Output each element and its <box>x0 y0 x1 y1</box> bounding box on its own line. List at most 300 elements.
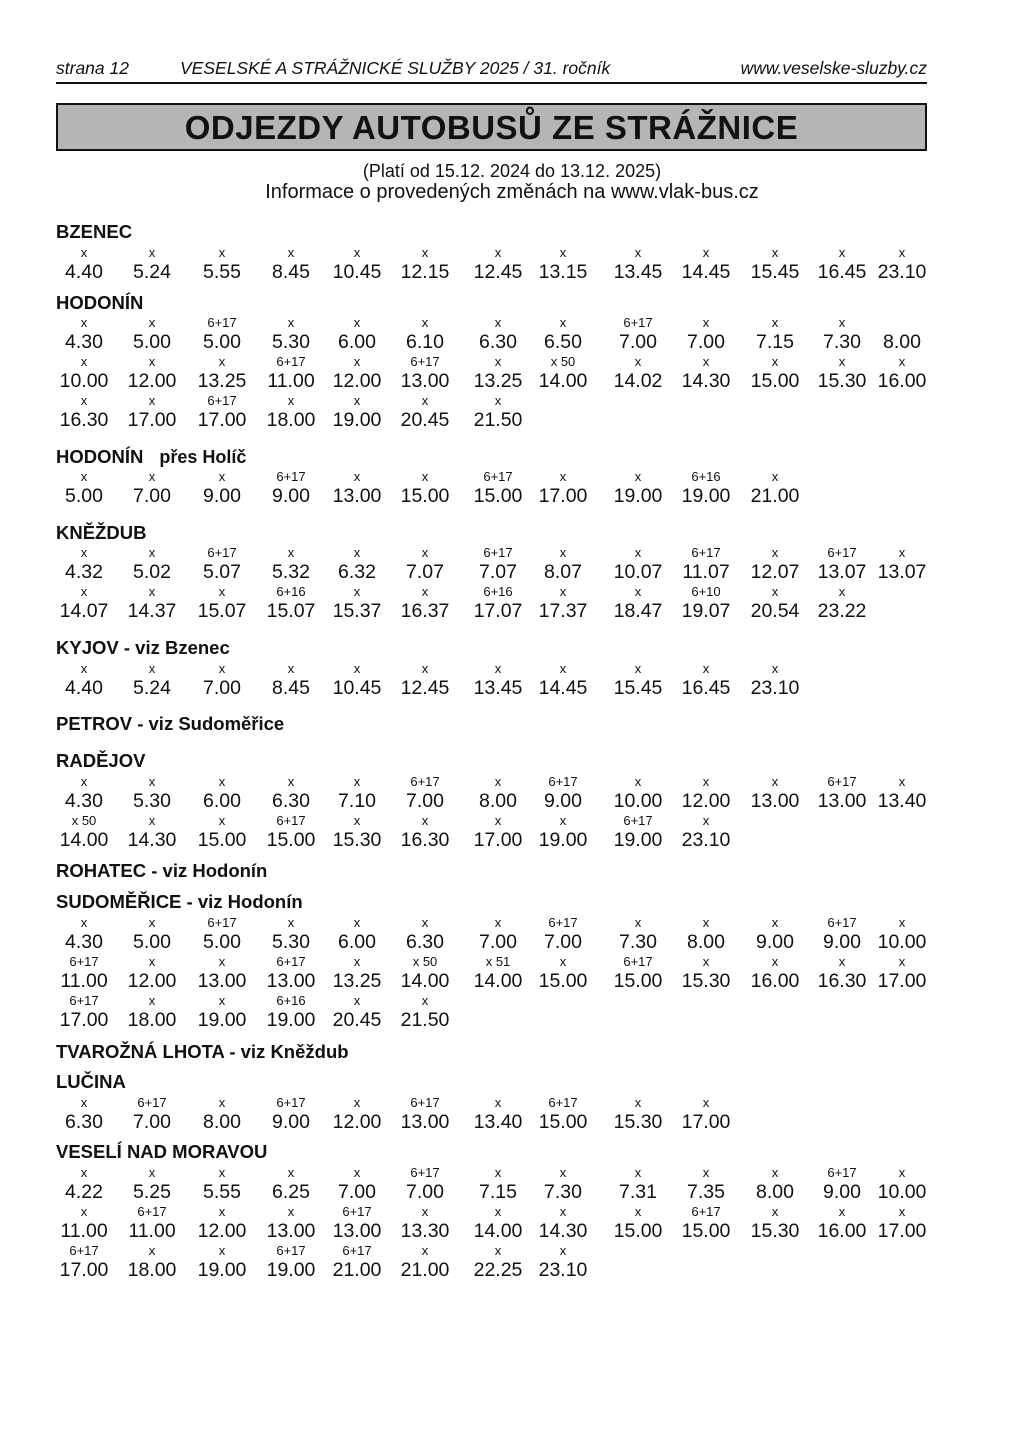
service-note: x <box>421 545 429 560</box>
service-note: x <box>287 915 295 930</box>
section-name: HODONÍN <box>56 292 144 313</box>
service-note: x <box>634 774 642 789</box>
departure-time: 5.55 <box>203 261 241 283</box>
page-title: ODJEZDY AUTOBUSŮ ZE STRÁŽNICE <box>56 103 927 151</box>
departure-time: 7.00 <box>338 1181 376 1203</box>
departure-time: 10.45 <box>332 677 382 699</box>
service-note: 6+17 <box>207 915 237 930</box>
section-title <box>56 292 143 314</box>
service-note: x <box>148 661 156 676</box>
departure-time: 13.45 <box>473 677 523 699</box>
service-note: 6+10 <box>691 584 721 599</box>
service-note: 6+17 <box>342 1204 372 1219</box>
section-name: BZENEC <box>56 221 133 242</box>
section-name: LUČINA <box>56 1071 126 1092</box>
departure-time: 16.30 <box>59 409 109 431</box>
service-note: 6+17 <box>69 1243 99 1258</box>
service-note: x <box>80 393 88 408</box>
departure-time: 13.07 <box>817 561 867 583</box>
departure-time: 15.07 <box>266 600 316 622</box>
departure-time: 21.50 <box>400 1009 450 1031</box>
service-note: x <box>218 584 226 599</box>
departure-time: 7.00 <box>619 331 657 353</box>
departure-time: 6.30 <box>272 790 310 812</box>
service-note: x <box>148 1165 156 1180</box>
service-note: 6+17 <box>207 393 237 408</box>
departure-time: 12.00 <box>332 370 382 392</box>
service-note: x <box>898 545 906 560</box>
departure-time: 19.00 <box>332 409 382 431</box>
service-note: x <box>559 469 567 484</box>
service-note: x <box>634 1095 642 1110</box>
departure-time: 17.00 <box>877 970 927 992</box>
page-header <box>56 58 927 80</box>
service-note: x <box>771 774 779 789</box>
departure-time: 15.00 <box>400 485 450 507</box>
service-note: x <box>838 245 846 260</box>
service-note: x <box>80 915 88 930</box>
service-note: x <box>421 915 429 930</box>
departure-time: 15.30 <box>332 829 382 851</box>
departure-time: 12.00 <box>127 970 177 992</box>
service-note: x <box>421 393 429 408</box>
departure-time: 12.07 <box>750 561 800 583</box>
service-note: x <box>421 245 429 260</box>
service-note: 6+17 <box>827 774 857 789</box>
section-name: KNĚŽDUB <box>56 522 147 543</box>
departure-time: 19.00 <box>266 1009 316 1031</box>
departure-time: 6.30 <box>65 1111 103 1133</box>
service-note: 6+17 <box>623 315 653 330</box>
service-note: x <box>80 584 88 599</box>
departure-time: 16.00 <box>877 370 927 392</box>
departure-time: 4.40 <box>65 261 103 283</box>
departure-time: 21.00 <box>750 485 800 507</box>
departure-time: 5.00 <box>65 485 103 507</box>
departure-time: 7.30 <box>619 931 657 953</box>
departure-time: 16.45 <box>681 677 731 699</box>
departure-time: 19.00 <box>613 829 663 851</box>
departure-time: 8.00 <box>203 1111 241 1133</box>
departure-time: 14.00 <box>473 1220 523 1242</box>
service-note: 6+17 <box>137 1095 167 1110</box>
departure-time: 6.00 <box>338 331 376 353</box>
service-note: x <box>421 1243 429 1258</box>
service-note: x <box>559 661 567 676</box>
page-number: strana 12 <box>56 58 129 78</box>
service-note: x <box>148 469 156 484</box>
departure-time: 14.30 <box>681 370 731 392</box>
service-note: x <box>898 915 906 930</box>
service-note: x 50 <box>412 954 438 969</box>
departure-time: 6.30 <box>479 331 517 353</box>
departure-time: 9.00 <box>272 485 310 507</box>
service-note: x 50 <box>550 354 576 369</box>
departure-time: 19.00 <box>266 1259 316 1281</box>
departure-time: 6.00 <box>338 931 376 953</box>
service-note: x <box>634 545 642 560</box>
service-note: x <box>702 1165 710 1180</box>
service-note: x <box>80 354 88 369</box>
service-note: x <box>634 469 642 484</box>
departure-time: 8.07 <box>544 561 582 583</box>
section-title <box>56 1071 126 1093</box>
departure-time: 6.00 <box>203 790 241 812</box>
service-note: x <box>353 774 361 789</box>
service-note: x <box>287 1165 295 1180</box>
departure-time: 6.10 <box>406 331 444 353</box>
service-note: x <box>771 1165 779 1180</box>
departure-time: 20.45 <box>400 409 450 431</box>
departure-time: 10.00 <box>59 370 109 392</box>
service-note: x <box>148 545 156 560</box>
departure-time: 9.00 <box>823 1181 861 1203</box>
service-note: x <box>353 245 361 260</box>
departure-time: 15.00 <box>538 1111 588 1133</box>
service-note: x <box>421 1204 429 1219</box>
departure-time: 14.45 <box>681 261 731 283</box>
service-note: x <box>80 1165 88 1180</box>
departure-time: 8.00 <box>479 790 517 812</box>
service-note: x <box>898 354 906 369</box>
service-note: 6+17 <box>276 1243 306 1258</box>
departure-time: 14.00 <box>538 370 588 392</box>
service-note: x <box>494 315 502 330</box>
section-title <box>56 522 146 544</box>
departure-time: 14.00 <box>400 970 450 992</box>
service-note: 6+17 <box>207 315 237 330</box>
departure-time: 15.30 <box>613 1111 663 1133</box>
service-note: 6+16 <box>276 993 306 1008</box>
service-note: x <box>838 584 846 599</box>
departure-time: 15.00 <box>266 829 316 851</box>
section-name: HODONÍN <box>56 446 144 467</box>
departure-time: 21.00 <box>332 1259 382 1281</box>
departure-time: 16.37 <box>400 600 450 622</box>
service-note: x <box>218 774 226 789</box>
service-note: x <box>80 661 88 676</box>
departure-time: 16.45 <box>817 261 867 283</box>
departure-time: 5.30 <box>272 331 310 353</box>
departure-time: 16.30 <box>817 970 867 992</box>
departure-time: 5.07 <box>203 561 241 583</box>
departure-time: 9.00 <box>544 790 582 812</box>
service-note: x <box>634 584 642 599</box>
header-divider <box>56 82 927 84</box>
departure-time: 15.30 <box>750 1220 800 1242</box>
departure-time: 12.00 <box>127 370 177 392</box>
service-note: x <box>634 1204 642 1219</box>
departure-time: 4.40 <box>65 677 103 699</box>
service-note: x <box>702 354 710 369</box>
service-note: x <box>287 393 295 408</box>
departure-time: 10.07 <box>613 561 663 583</box>
service-note: x <box>80 245 88 260</box>
service-note: x 51 <box>485 954 511 969</box>
departure-time: 23.10 <box>750 677 800 699</box>
departure-time: 12.00 <box>197 1220 247 1242</box>
service-note: x <box>353 954 361 969</box>
departure-time: 5.00 <box>203 931 241 953</box>
service-note: 6+17 <box>623 954 653 969</box>
service-note: 6+17 <box>548 915 578 930</box>
section-title <box>56 1141 267 1163</box>
service-note: x <box>702 315 710 330</box>
departure-time: 18.00 <box>266 409 316 431</box>
service-note: x <box>218 1204 226 1219</box>
service-note: x <box>80 315 88 330</box>
service-note: 6+17 <box>623 813 653 828</box>
departure-time: 16.00 <box>817 1220 867 1242</box>
service-note: x <box>494 1095 502 1110</box>
departure-time: 17.00 <box>681 1111 731 1133</box>
departure-time: 14.02 <box>613 370 663 392</box>
departure-time: 7.30 <box>544 1181 582 1203</box>
service-note: 6+16 <box>691 469 721 484</box>
departure-time: 9.00 <box>272 1111 310 1133</box>
service-note: x <box>353 315 361 330</box>
departure-time: 6.50 <box>544 331 582 353</box>
departure-time: 4.22 <box>65 1181 103 1203</box>
departure-time: 13.40 <box>877 790 927 812</box>
departure-time: 13.30 <box>400 1220 450 1242</box>
section-name: VESELÍ NAD MORAVOU <box>56 1141 268 1162</box>
service-note: x <box>148 993 156 1008</box>
departure-time: 21.50 <box>473 409 523 431</box>
departure-time: 13.25 <box>332 970 382 992</box>
departure-time: 8.45 <box>272 261 310 283</box>
departure-time: 13.00 <box>266 1220 316 1242</box>
service-note: x <box>218 954 226 969</box>
service-note: x <box>559 1165 567 1180</box>
service-note: x <box>771 915 779 930</box>
service-note: 6+17 <box>276 354 306 369</box>
service-note: x <box>771 584 779 599</box>
info-note: Informace o provedených změnách na www.vlak-bus.cz <box>265 181 759 203</box>
service-note: x <box>559 1204 567 1219</box>
service-note: x <box>218 1095 226 1110</box>
service-note: x <box>353 993 361 1008</box>
departure-time: 23.10 <box>681 829 731 851</box>
service-note: 6+17 <box>548 774 578 789</box>
departure-time: 7.00 <box>203 677 241 699</box>
departure-time: 17.00 <box>473 829 523 851</box>
departure-time: 20.45 <box>332 1009 382 1031</box>
departure-time: 13.00 <box>400 370 450 392</box>
service-note: x <box>771 1204 779 1219</box>
service-note: 6+17 <box>827 1165 857 1180</box>
service-note: 6+17 <box>483 545 513 560</box>
service-note: 6+17 <box>827 915 857 930</box>
service-note: x <box>634 354 642 369</box>
service-note: 6+17 <box>691 545 721 560</box>
service-note: x <box>80 1204 88 1219</box>
departure-time: 17.00 <box>59 1009 109 1031</box>
service-note: 6+16 <box>483 584 513 599</box>
departure-time: 17.00 <box>127 409 177 431</box>
departure-time: 10.00 <box>613 790 663 812</box>
departure-time: 15.00 <box>538 970 588 992</box>
service-note: x <box>80 469 88 484</box>
service-note: x <box>353 545 361 560</box>
service-note: x <box>353 813 361 828</box>
section-title <box>56 713 284 735</box>
service-note: x <box>287 315 295 330</box>
departure-time: 7.00 <box>544 931 582 953</box>
section-title <box>56 446 246 468</box>
departure-time: 9.00 <box>823 931 861 953</box>
departure-time: 13.07 <box>877 561 927 583</box>
departure-time: 19.00 <box>681 485 731 507</box>
service-note: x <box>559 584 567 599</box>
departure-time: 15.45 <box>613 677 663 699</box>
departure-time: 13.15 <box>538 261 588 283</box>
service-note: x <box>218 354 226 369</box>
departure-time: 5.30 <box>272 931 310 953</box>
departure-time: 7.30 <box>823 331 861 353</box>
departure-time: 6.30 <box>406 931 444 953</box>
section-name: SUDOMĚŘICE - viz Hodonín <box>56 891 303 912</box>
departure-time: 13.00 <box>332 1220 382 1242</box>
departure-time: 23.10 <box>538 1259 588 1281</box>
departure-time: 8.00 <box>883 331 921 353</box>
service-note: 6+17 <box>69 954 99 969</box>
departure-time: 17.07 <box>473 600 523 622</box>
service-note: x <box>898 954 906 969</box>
section-title <box>56 891 303 913</box>
departure-time: 8.00 <box>687 931 725 953</box>
departure-time: 13.00 <box>400 1111 450 1133</box>
departure-time: 20.54 <box>750 600 800 622</box>
publication-title: VESELSKÉ A STRÁŽNICKÉ SLUŽBY 2025 / 31. ročník <box>180 58 611 78</box>
service-note: x <box>494 661 502 676</box>
service-note: 6+17 <box>69 993 99 1008</box>
departure-time: 15.07 <box>197 600 247 622</box>
departure-time: 5.24 <box>133 677 171 699</box>
service-note: x <box>494 393 502 408</box>
service-note: 6+17 <box>827 545 857 560</box>
section-title <box>56 221 132 243</box>
service-note: 6+17 <box>410 774 440 789</box>
service-note: x <box>148 315 156 330</box>
departure-time: 7.07 <box>479 561 517 583</box>
service-note: x <box>218 469 226 484</box>
departure-time: 12.45 <box>473 261 523 283</box>
departure-time: 15.00 <box>613 970 663 992</box>
service-note: x <box>634 661 642 676</box>
section-via: přes Holíč <box>159 447 247 467</box>
service-note: x <box>353 661 361 676</box>
departure-time: 19.00 <box>197 1009 247 1031</box>
departure-time: 17.00 <box>197 409 247 431</box>
departure-time: 9.00 <box>203 485 241 507</box>
departure-time: 7.35 <box>687 1181 725 1203</box>
departure-time: 17.37 <box>538 600 588 622</box>
departure-time: 5.30 <box>133 790 171 812</box>
service-note: x <box>218 1243 226 1258</box>
service-note: x <box>148 1243 156 1258</box>
service-note: x <box>148 393 156 408</box>
service-note: x <box>148 813 156 828</box>
departure-time: 13.25 <box>473 370 523 392</box>
service-note: 6+17 <box>342 1243 372 1258</box>
departure-time: 7.15 <box>479 1181 517 1203</box>
service-note: x 50 <box>71 813 97 828</box>
service-note: x <box>218 245 226 260</box>
departure-time: 15.45 <box>750 261 800 283</box>
service-note: x <box>148 584 156 599</box>
departure-time: 9.00 <box>756 931 794 953</box>
section-name: TVAROŽNÁ LHOTA - viz Kněždub <box>56 1041 349 1062</box>
service-note: 6+17 <box>410 1165 440 1180</box>
service-note: x <box>353 1165 361 1180</box>
service-note: x <box>898 1165 906 1180</box>
service-note: x <box>148 954 156 969</box>
service-note: x <box>148 774 156 789</box>
departure-time: 14.30 <box>538 1220 588 1242</box>
departure-time: 11.00 <box>267 370 315 392</box>
departure-time: 5.00 <box>203 331 241 353</box>
service-note: x <box>771 469 779 484</box>
departure-time: 4.32 <box>65 561 103 583</box>
departure-time: 4.30 <box>65 790 103 812</box>
service-note: x <box>702 1095 710 1110</box>
service-note: x <box>148 354 156 369</box>
service-note: x <box>287 545 295 560</box>
departure-time: 13.00 <box>197 970 247 992</box>
departure-time: 14.30 <box>127 829 177 851</box>
section-name: ROHATEC - viz Hodonín <box>56 860 268 881</box>
service-note: x <box>218 1165 226 1180</box>
departure-time: 14.07 <box>59 600 109 622</box>
service-note: x <box>353 469 361 484</box>
departure-time: 19.00 <box>613 485 663 507</box>
section-title <box>56 637 230 659</box>
service-note: x <box>421 993 429 1008</box>
service-note: x <box>702 774 710 789</box>
service-note: x <box>559 545 567 560</box>
service-note: x <box>353 354 361 369</box>
departure-time: 5.32 <box>272 561 310 583</box>
service-note: x <box>353 1095 361 1110</box>
departure-time: 7.31 <box>619 1181 657 1203</box>
service-note: x <box>287 661 295 676</box>
departure-time: 12.00 <box>332 1111 382 1133</box>
service-note: x <box>771 245 779 260</box>
departure-time: 7.15 <box>756 331 794 353</box>
service-note: x <box>634 1165 642 1180</box>
departure-time: 7.00 <box>687 331 725 353</box>
departure-time: 16.00 <box>750 970 800 992</box>
website-link[interactable]: www.veselske-sluzby.cz <box>740 58 927 78</box>
service-note: x <box>771 954 779 969</box>
service-note: 6+17 <box>137 1204 167 1219</box>
departure-time: 21.00 <box>400 1259 450 1281</box>
departure-time: 22.25 <box>473 1259 523 1281</box>
service-note: 6+17 <box>410 354 440 369</box>
departure-time: 13.00 <box>817 790 867 812</box>
departure-time: 15.30 <box>681 970 731 992</box>
departure-time: 18.47 <box>613 600 663 622</box>
service-note: x <box>898 774 906 789</box>
departure-time: 10.00 <box>877 1181 927 1203</box>
service-note: x <box>559 315 567 330</box>
service-note: x <box>148 915 156 930</box>
departure-time: 19.07 <box>681 600 731 622</box>
departure-time: 7.00 <box>406 1181 444 1203</box>
departure-time: 8.00 <box>756 1181 794 1203</box>
departure-time: 15.00 <box>197 829 247 851</box>
